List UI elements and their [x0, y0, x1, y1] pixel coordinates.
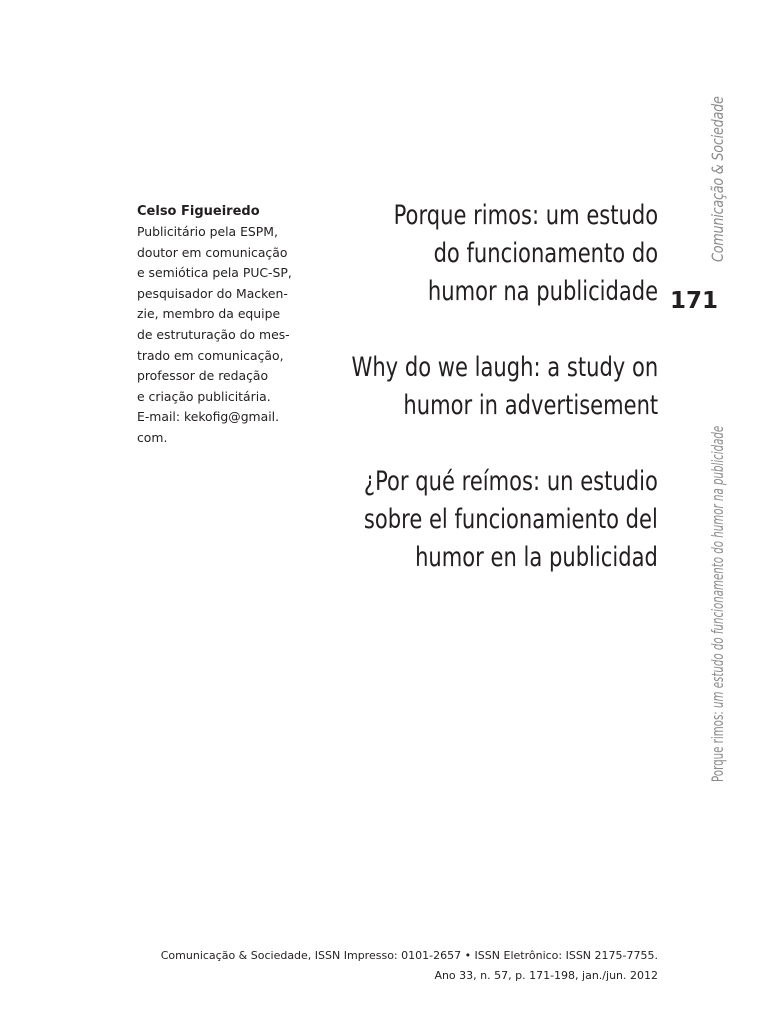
author-bio-line: trado em comunicação, — [137, 347, 284, 363]
author-bio-line: e criação publicitária. — [137, 388, 271, 404]
author-bio-line: e semiótica pela PUC-SP, — [137, 265, 292, 281]
footer-citation — [161, 946, 658, 986]
author-bio-line: Publicitário pela ESPM, — [137, 224, 278, 239]
title-line: humor na publicidade — [427, 276, 658, 307]
author-bio-line: pesquisador do Macken- — [137, 285, 288, 301]
author-email-line: com. — [137, 429, 168, 445]
author-email-line: E-mail: kekofig@gmail. — [137, 409, 280, 425]
footer-line: Comunicação & Sociedade, ISSN Impresso: 0101-2657 • ISSN Eletrônico: ISSN 2175-7755. — [160, 949, 658, 962]
author-bio-line: professor de redação — [137, 368, 269, 384]
author-bio-line: doutor em comunicação — [137, 244, 288, 260]
title-line: do funcionamento do — [433, 238, 658, 269]
title-spanish — [281, 463, 658, 577]
title-portuguese — [319, 197, 658, 311]
author-bio-line: de estruturação do mes- — [137, 326, 290, 342]
running-head-title — [708, 225, 727, 782]
title-line: humor en la publicidad — [415, 542, 658, 573]
title-line: humor in advertisement — [403, 390, 658, 421]
author-name: Celso Figueiredo — [137, 204, 260, 219]
footer-line: Ano 33, n. 57, p. 171-198, jan./jun. 2012 — [434, 969, 658, 982]
page-number: 171 — [670, 288, 719, 314]
running-head-title-lead: Porque rimos: — [708, 711, 727, 782]
running-head-title-text — [708, 426, 727, 782]
running-head-journal-text: Comunicação & Sociedade — [708, 96, 727, 262]
title-line: Porque rimos: um estudo — [393, 200, 658, 231]
title-line: sobre el funcionamiento del — [364, 504, 658, 535]
running-head-title-rest: um estudo do funcionamento do humor na publicidade — [708, 425, 727, 712]
author-bio-line: zie, membro da equipe — [137, 306, 281, 322]
title-line: Why do we laugh: a study on — [351, 352, 658, 383]
title-english — [265, 349, 658, 425]
title-line: ¿Por qué reímos: un estudio — [364, 466, 658, 497]
